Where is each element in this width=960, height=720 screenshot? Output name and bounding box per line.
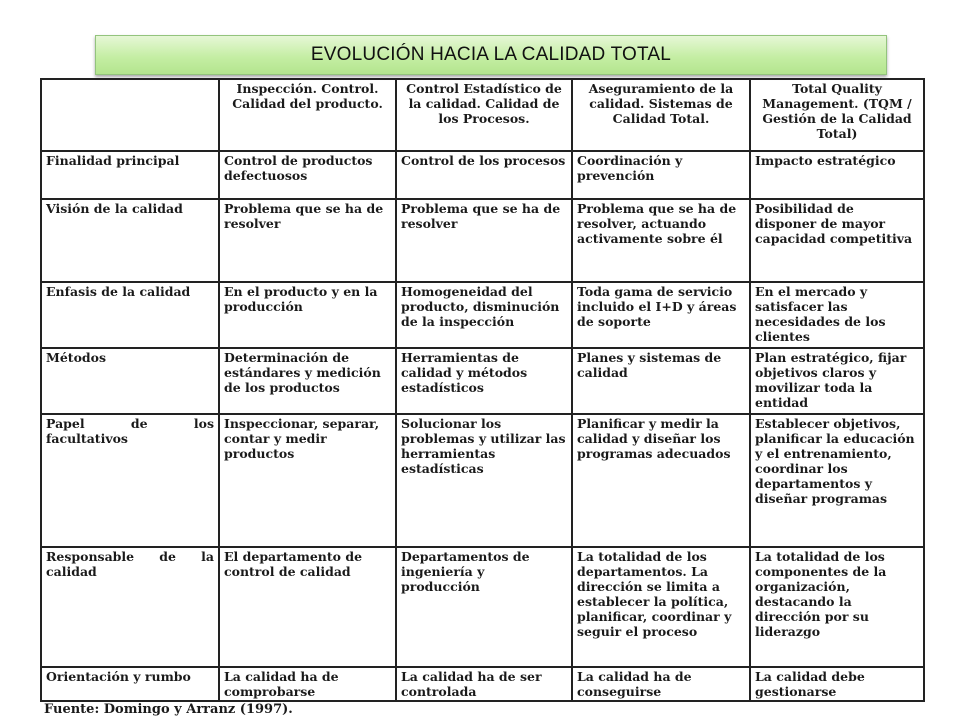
table-row [41, 667, 924, 701]
table-cell: Herramientas de calidad y métodos estadísticos [396, 348, 572, 414]
header-cell-tqm: Total Quality Management. (TQM / Gestión de la Calidad Total) [750, 79, 924, 151]
quality-evolution-table [40, 78, 925, 702]
row-header: Finalidad principal [41, 151, 219, 199]
table-row [41, 199, 924, 282]
table-cell: Homogeneidad del producto, disminución de la inspección [396, 282, 572, 348]
table-cell: Establecer objetivos, planificar la educación y el entrenamiento, coordinar los departamentos y diseñar programas [750, 414, 924, 547]
table-cell: Impacto estratégico [750, 151, 924, 199]
table-cell: La totalidad de los componentes de la organización, destacando la dirección por su liderazgo [750, 547, 924, 667]
table-cell: En el producto y en la producción [219, 282, 396, 348]
table-cell: Plan estratégico, fijar objetivos claros y movilizar toda la entidad [750, 348, 924, 414]
table-cell: Problema que se ha de resolver [219, 199, 396, 282]
slide-title-text: EVOLUCIÓN HACIA LA CALIDAD TOTAL [310, 44, 672, 65]
table-cell: El departamento de control de calidad [219, 547, 396, 667]
table-row [41, 547, 924, 667]
table-cell: Problema que se ha de resolver [396, 199, 572, 282]
row-header: Orientación y rumbo [41, 667, 219, 701]
row-header: Visión de la calidad [41, 199, 219, 282]
table-cell: Planificar y medir la calidad y diseñar los programas adecuados [572, 414, 750, 547]
table-cell: Coordinación y prevención [572, 151, 750, 199]
slide-title [95, 35, 887, 75]
table-cell: La calidad debe gestionarse [750, 667, 924, 701]
table-row [41, 151, 924, 199]
source-citation: Fuente: Domingo y Arranz (1997). [44, 702, 293, 717]
row-header: Métodos [41, 348, 219, 414]
table-cell: Posibilidad de disponer de mayor capacidad competitiva [750, 199, 924, 282]
table-cell: La calidad ha de comprobarse [219, 667, 396, 701]
row-header: Responsable de la calidad [41, 547, 219, 667]
row-header: Enfasis de la calidad [41, 282, 219, 348]
row-header: Papel de los facultativos [41, 414, 219, 547]
table-cell: Problema que se ha de resolver, actuando activamente sobre él [572, 199, 750, 282]
table-row [41, 282, 924, 348]
table-cell: Planes y sistemas de calidad [572, 348, 750, 414]
table-cell: La calidad ha de conseguirse [572, 667, 750, 701]
table-cell: Inspeccionar, separar, contar y medir productos [219, 414, 396, 547]
table-cell: Toda gama de servicio incluido el I+D y áreas de soporte [572, 282, 750, 348]
table-cell: Determinación de estándares y medición de los productos [219, 348, 396, 414]
header-cell-statistical-control: Control Estadístico de la calidad. Calidad de los Procesos. [396, 79, 572, 151]
table-cell: La totalidad de los departamentos. La dirección se limita a establecer la política, planificar, coordinar y seguir el proceso [572, 547, 750, 667]
table-cell: Control de los procesos [396, 151, 572, 199]
table-cell: En el mercado y satisfacer las necesidades de los clientes [750, 282, 924, 348]
table-cell: Control de productos defectuosos [219, 151, 396, 199]
table-row [41, 348, 924, 414]
header-cell-quality-assurance: Aseguramiento de la calidad. Sistemas de Calidad Total. [572, 79, 750, 151]
table-cell: La calidad ha de ser controlada [396, 667, 572, 701]
header-cell-corner [41, 79, 219, 151]
header-cell-inspection: Inspección. Control. Calidad del producto. [219, 79, 396, 151]
table-row [41, 414, 924, 547]
table-cell: Departamentos de ingeniería y producción [396, 547, 572, 667]
table-header-row [41, 79, 924, 151]
table-cell: Solucionar los problemas y utilizar las herramientas estadísticas [396, 414, 572, 547]
